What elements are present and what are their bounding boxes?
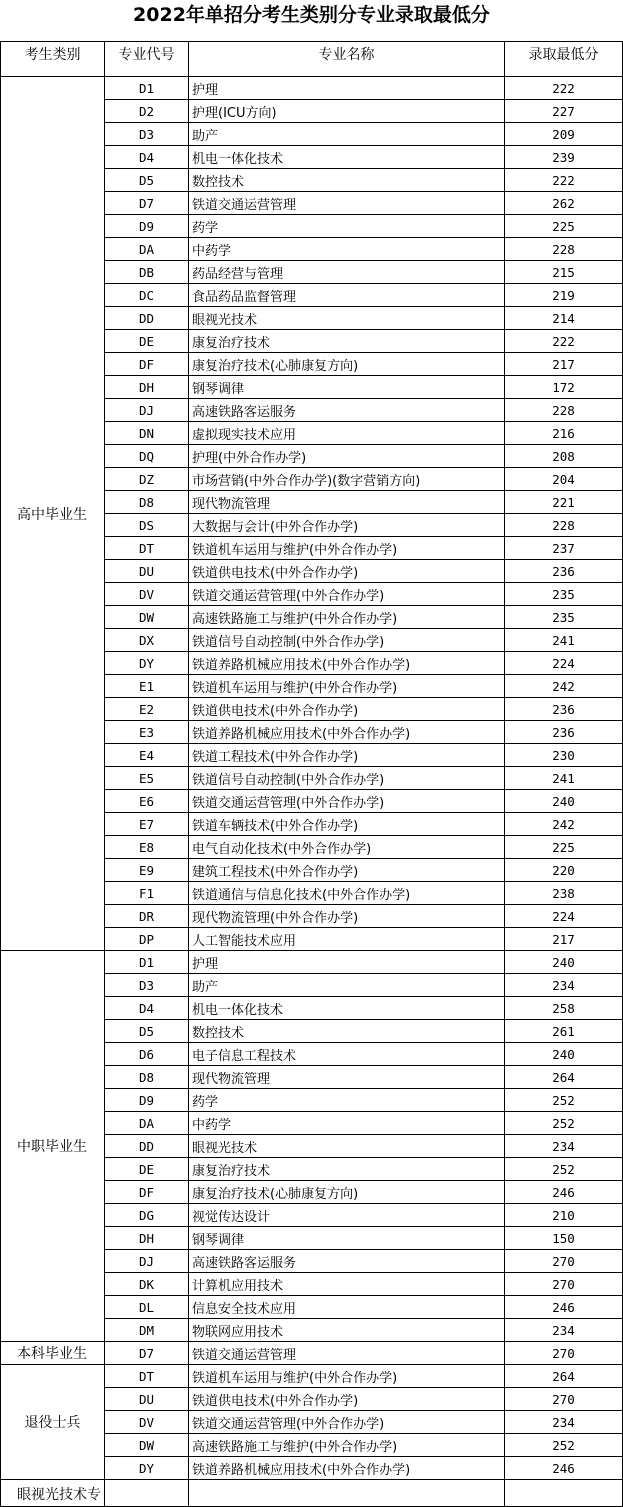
major-name-cell[interactable]: 电子信息工程技术 [189, 1043, 505, 1066]
min-score-cell[interactable]: 234 [505, 974, 623, 997]
min-score-cell[interactable]: 240 [505, 790, 623, 813]
major-code-cell[interactable]: DE [105, 1158, 189, 1181]
major-name-cell[interactable]: 康复治疗技术(心肺康复方向) [189, 1181, 505, 1204]
min-score-cell[interactable]: 252 [505, 1089, 623, 1112]
min-score-cell[interactable]: 270 [505, 1388, 623, 1411]
major-name-cell[interactable]: 眼视光技术 [189, 307, 505, 330]
min-score-cell[interactable]: 270 [505, 1273, 623, 1296]
major-code-cell[interactable]: DV [105, 583, 189, 606]
major-code-cell[interactable]: D5 [105, 169, 189, 192]
min-score-cell[interactable]: 241 [505, 767, 623, 790]
major-name-cell[interactable]: 建筑工程技术(中外合作办学) [189, 859, 505, 882]
header-major-name[interactable]: 专业名称 [189, 42, 505, 77]
major-name-cell[interactable]: 铁道养路机械应用技术(中外合作办学) [189, 1457, 505, 1480]
min-score-cell[interactable]: 239 [505, 146, 623, 169]
major-name-cell[interactable]: 铁道供电技术(中外合作办学) [189, 560, 505, 583]
min-score-cell[interactable]: 219 [505, 284, 623, 307]
admission-score-table [0, 41, 623, 1507]
min-score-cell[interactable]: 208 [505, 445, 623, 468]
min-score-cell[interactable]: 235 [505, 606, 623, 629]
major-name-cell[interactable]: 视觉传达设计 [189, 1204, 505, 1227]
major-name-cell[interactable]: 现代物流管理 [189, 491, 505, 514]
major-code-cell[interactable]: DF [105, 1181, 189, 1204]
major-code-cell[interactable]: DU [105, 1388, 189, 1411]
min-score-cell[interactable]: 264 [505, 1066, 623, 1089]
table-row [1, 1365, 623, 1388]
major-code-cell[interactable]: D1 [105, 951, 189, 974]
major-name-cell[interactable]: 钢琴调律 [189, 1227, 505, 1250]
major-name-cell[interactable]: 眼视光技术 [189, 1135, 505, 1158]
major-name-cell[interactable]: 中药学 [189, 1112, 505, 1135]
min-score-cell[interactable]: 246 [505, 1296, 623, 1319]
min-score-cell[interactable]: 242 [505, 675, 623, 698]
major-code-cell[interactable]: DD [105, 1135, 189, 1158]
major-name-cell[interactable]: 护理 [189, 951, 505, 974]
major-name-cell[interactable]: 助产 [189, 123, 505, 146]
major-name-cell[interactable]: 机电一体化技术 [189, 146, 505, 169]
min-score-cell[interactable]: 228 [505, 399, 623, 422]
major-name-cell[interactable]: 铁道供电技术(中外合作办学) [189, 698, 505, 721]
min-score-cell[interactable]: 216 [505, 422, 623, 445]
major-name-cell[interactable]: 市场营销(中外合作办学)(数字营销方向) [189, 468, 505, 491]
major-name-cell[interactable]: 药品经营与管理 [189, 261, 505, 284]
major-name-cell[interactable]: 高速铁路施工与维护(中外合作办学) [189, 606, 505, 629]
min-score-cell[interactable]: 241 [505, 629, 623, 652]
major-name-cell[interactable]: 铁道信号自动控制(中外合作办学) [189, 767, 505, 790]
major-code-cell[interactable]: E5 [105, 767, 189, 790]
major-code-cell[interactable]: DT [105, 1365, 189, 1388]
min-score-cell[interactable]: 217 [505, 928, 623, 951]
major-code-cell[interactable]: D3 [105, 123, 189, 146]
major-name-cell[interactable]: 铁道机车运用与维护(中外合作办学) [189, 537, 505, 560]
category-cell[interactable]: 中职毕业生 [1, 951, 105, 1342]
major-name-cell[interactable]: 铁道机车运用与维护(中外合作办学) [189, 1365, 505, 1388]
major-name-cell[interactable]: 现代物流管理(中外合作办学) [189, 905, 505, 928]
min-score-cell[interactable]: 214 [505, 307, 623, 330]
major-name-cell[interactable]: 康复治疗技术 [189, 330, 505, 353]
major-code-cell[interactable]: DQ [105, 445, 189, 468]
min-score-cell[interactable]: 217 [505, 353, 623, 376]
major-name-cell[interactable]: 药学 [189, 1089, 505, 1112]
major-code-cell[interactable]: E1 [105, 675, 189, 698]
major-code-cell[interactable]: D8 [105, 491, 189, 514]
major-code-cell[interactable]: DW [105, 606, 189, 629]
major-code-cell[interactable]: D6 [105, 1043, 189, 1066]
major-code-cell[interactable]: E4 [105, 744, 189, 767]
min-score-cell[interactable]: 262 [505, 192, 623, 215]
min-score-cell[interactable]: 209 [505, 123, 623, 146]
major-code-cell[interactable]: DZ [105, 468, 189, 491]
major-name-cell[interactable]: 现代物流管理 [189, 1066, 505, 1089]
major-name-cell[interactable]: 虚拟现实技术应用 [189, 422, 505, 445]
major-code-cell[interactable]: DJ [105, 1250, 189, 1273]
major-code-cell[interactable]: D4 [105, 146, 189, 169]
major-name-cell[interactable]: 铁道交通运营管理(中外合作办学) [189, 1411, 505, 1434]
major-name-cell[interactable]: 铁道交通运营管理 [189, 1342, 505, 1365]
major-code-cell[interactable]: DD [105, 307, 189, 330]
min-score-cell[interactable]: 270 [505, 1250, 623, 1273]
major-name-cell[interactable]: 高速铁路客运服务 [189, 1250, 505, 1273]
major-code-cell[interactable]: F1 [105, 882, 189, 905]
major-name-cell[interactable]: 食品药品监督管理 [189, 284, 505, 307]
min-score-cell[interactable]: 270 [505, 1342, 623, 1365]
major-code-cell[interactable]: DM [105, 1319, 189, 1342]
major-code-cell[interactable]: D7 [105, 192, 189, 215]
major-name-cell[interactable]: 高速铁路客运服务 [189, 399, 505, 422]
min-score-cell[interactable]: 225 [505, 836, 623, 859]
major-code-cell[interactable]: D9 [105, 1089, 189, 1112]
category-cell[interactable]: 高中毕业生 [1, 77, 105, 951]
major-name-cell[interactable]: 大数据与会计(中外合作办学) [189, 514, 505, 537]
min-score-cell[interactable]: 225 [505, 215, 623, 238]
major-name-cell[interactable]: 高速铁路施工与维护(中外合作办学) [189, 1434, 505, 1457]
min-score-cell[interactable]: 234 [505, 1411, 623, 1434]
major-name-cell[interactable]: 康复治疗技术 [189, 1158, 505, 1181]
major-name-cell[interactable]: 电气自动化技术(中外合作办学) [189, 836, 505, 859]
major-code-cell[interactable]: E9 [105, 859, 189, 882]
major-name-cell[interactable]: 护理(ICU方向) [189, 100, 505, 123]
category-cell[interactable]: 退役士兵 [1, 1365, 105, 1480]
major-name-cell[interactable]: 中药学 [189, 238, 505, 261]
major-code-cell[interactable]: DT [105, 537, 189, 560]
table-row [1, 1342, 623, 1365]
major-code-cell[interactable]: DA [105, 1112, 189, 1135]
major-code-cell[interactable]: DY [105, 1457, 189, 1480]
min-score-cell[interactable]: 242 [505, 813, 623, 836]
major-name-cell[interactable]: 铁道车辆技术(中外合作办学) [189, 813, 505, 836]
table-row [1, 77, 623, 100]
major-code-cell[interactable]: DK [105, 1273, 189, 1296]
major-code-cell[interactable]: E8 [105, 836, 189, 859]
min-score-cell[interactable] [505, 1480, 623, 1507]
min-score-cell[interactable]: 224 [505, 652, 623, 675]
major-code-cell[interactable]: DP [105, 928, 189, 951]
major-code-cell[interactable]: DU [105, 560, 189, 583]
major-code-cell[interactable] [105, 1480, 189, 1507]
header-category[interactable]: 考生类别 [1, 42, 105, 77]
major-code-cell[interactable]: DG [105, 1204, 189, 1227]
header-code[interactable]: 专业代号 [105, 42, 189, 77]
major-code-cell[interactable]: D9 [105, 215, 189, 238]
page-title: 2022年单招分考生类别分专业录取最低分 [133, 4, 490, 26]
major-code-cell[interactable]: DR [105, 905, 189, 928]
major-name-cell[interactable]: 钢琴调律 [189, 376, 505, 399]
major-name-cell[interactable] [189, 1480, 505, 1507]
min-score-cell[interactable]: 264 [505, 1365, 623, 1388]
min-score-cell[interactable]: 222 [505, 169, 623, 192]
major-code-cell[interactable]: D7 [105, 1342, 189, 1365]
major-code-cell[interactable]: DF [105, 353, 189, 376]
min-score-cell[interactable]: 222 [505, 77, 623, 100]
min-score-cell[interactable]: 234 [505, 1135, 623, 1158]
major-code-cell[interactable]: DY [105, 652, 189, 675]
major-code-cell[interactable]: D2 [105, 100, 189, 123]
major-name-cell[interactable]: 数控技术 [189, 1020, 505, 1043]
min-score-cell[interactable]: 246 [505, 1457, 623, 1480]
major-code-cell[interactable]: DN [105, 422, 189, 445]
major-code-cell[interactable]: DH [105, 376, 189, 399]
min-score-cell[interactable]: 224 [505, 905, 623, 928]
major-code-cell[interactable]: E2 [105, 698, 189, 721]
min-score-cell[interactable]: 252 [505, 1434, 623, 1457]
category-cell[interactable]: 本科毕业生 [1, 1342, 105, 1365]
min-score-cell[interactable]: 227 [505, 100, 623, 123]
min-score-cell[interactable]: 228 [505, 514, 623, 537]
major-name-cell[interactable]: 计算机应用技术 [189, 1273, 505, 1296]
min-score-cell[interactable]: 172 [505, 376, 623, 399]
major-code-cell[interactable]: DJ [105, 399, 189, 422]
min-score-cell[interactable]: 204 [505, 468, 623, 491]
major-name-cell[interactable]: 助产 [189, 974, 505, 997]
table-row [1, 1480, 623, 1507]
major-code-cell[interactable]: D8 [105, 1066, 189, 1089]
major-name-cell[interactable]: 人工智能技术应用 [189, 928, 505, 951]
major-name-cell[interactable]: 铁道养路机械应用技术(中外合作办学) [189, 721, 505, 744]
min-score-cell[interactable]: 240 [505, 951, 623, 974]
major-name-cell[interactable]: 护理 [189, 77, 505, 100]
min-score-cell[interactable]: 237 [505, 537, 623, 560]
major-name-cell[interactable]: 康复治疗技术(心肺康复方向) [189, 353, 505, 376]
table-row [1, 951, 623, 974]
min-score-cell[interactable]: 228 [505, 238, 623, 261]
major-code-cell[interactable]: DA [105, 238, 189, 261]
major-code-cell[interactable]: DE [105, 330, 189, 353]
min-score-cell[interactable]: 240 [505, 1043, 623, 1066]
min-score-cell[interactable]: 252 [505, 1112, 623, 1135]
major-code-cell[interactable]: DH [105, 1227, 189, 1250]
min-score-cell[interactable]: 252 [505, 1158, 623, 1181]
major-name-cell[interactable]: 铁道工程技术(中外合作办学) [189, 744, 505, 767]
min-score-cell[interactable]: 235 [505, 583, 623, 606]
major-name-cell[interactable]: 铁道养路机械应用技术(中外合作办学) [189, 652, 505, 675]
min-score-cell[interactable]: 258 [505, 997, 623, 1020]
major-code-cell[interactable]: D4 [105, 997, 189, 1020]
major-code-cell[interactable]: E6 [105, 790, 189, 813]
major-code-cell[interactable]: DV [105, 1411, 189, 1434]
major-code-cell[interactable]: DC [105, 284, 189, 307]
min-score-cell[interactable]: 150 [505, 1227, 623, 1250]
category-cell[interactable]: 眼视光技术专 [1, 1480, 105, 1507]
major-name-cell[interactable]: 铁道信号自动控制(中外合作办学) [189, 629, 505, 652]
major-name-cell[interactable]: 信息安全技术应用 [189, 1296, 505, 1319]
major-code-cell[interactable]: DS [105, 514, 189, 537]
min-score-cell[interactable]: 220 [505, 859, 623, 882]
min-score-cell[interactable]: 246 [505, 1181, 623, 1204]
min-score-cell[interactable]: 215 [505, 261, 623, 284]
major-code-cell[interactable]: DW [105, 1434, 189, 1457]
major-name-cell[interactable]: 铁道交通运营管理(中外合作办学) [189, 583, 505, 606]
min-score-cell[interactable]: 238 [505, 882, 623, 905]
major-code-cell[interactable]: DB [105, 261, 189, 284]
major-name-cell[interactable]: 铁道交通运营管理(中外合作办学) [189, 790, 505, 813]
major-code-cell[interactable]: D3 [105, 974, 189, 997]
major-name-cell[interactable]: 护理(中外合作办学) [189, 445, 505, 468]
major-name-cell[interactable]: 药学 [189, 215, 505, 238]
major-code-cell[interactable]: E3 [105, 721, 189, 744]
header-min-score[interactable]: 录取最低分 [505, 42, 623, 77]
major-code-cell[interactable]: DL [105, 1296, 189, 1319]
min-score-cell[interactable]: 230 [505, 744, 623, 767]
major-name-cell[interactable]: 机电一体化技术 [189, 997, 505, 1020]
major-code-cell[interactable]: D5 [105, 1020, 189, 1043]
major-name-cell[interactable]: 数控技术 [189, 169, 505, 192]
major-code-cell[interactable]: E7 [105, 813, 189, 836]
min-score-cell[interactable]: 234 [505, 1319, 623, 1342]
major-name-cell[interactable]: 铁道交通运营管理 [189, 192, 505, 215]
min-score-cell[interactable]: 210 [505, 1204, 623, 1227]
major-code-cell[interactable]: DX [105, 629, 189, 652]
min-score-cell[interactable]: 261 [505, 1020, 623, 1043]
major-name-cell[interactable]: 铁道供电技术(中外合作办学) [189, 1388, 505, 1411]
min-score-cell[interactable]: 236 [505, 698, 623, 721]
major-name-cell[interactable]: 铁道通信与信息化技术(中外合作办学) [189, 882, 505, 905]
major-name-cell[interactable]: 铁道机车运用与维护(中外合作办学) [189, 675, 505, 698]
min-score-cell[interactable]: 221 [505, 491, 623, 514]
header-row [1, 42, 623, 77]
min-score-cell[interactable]: 222 [505, 330, 623, 353]
min-score-cell[interactable]: 236 [505, 560, 623, 583]
major-name-cell[interactable]: 物联网应用技术 [189, 1319, 505, 1342]
min-score-cell[interactable]: 236 [505, 721, 623, 744]
major-code-cell[interactable]: D1 [105, 77, 189, 100]
